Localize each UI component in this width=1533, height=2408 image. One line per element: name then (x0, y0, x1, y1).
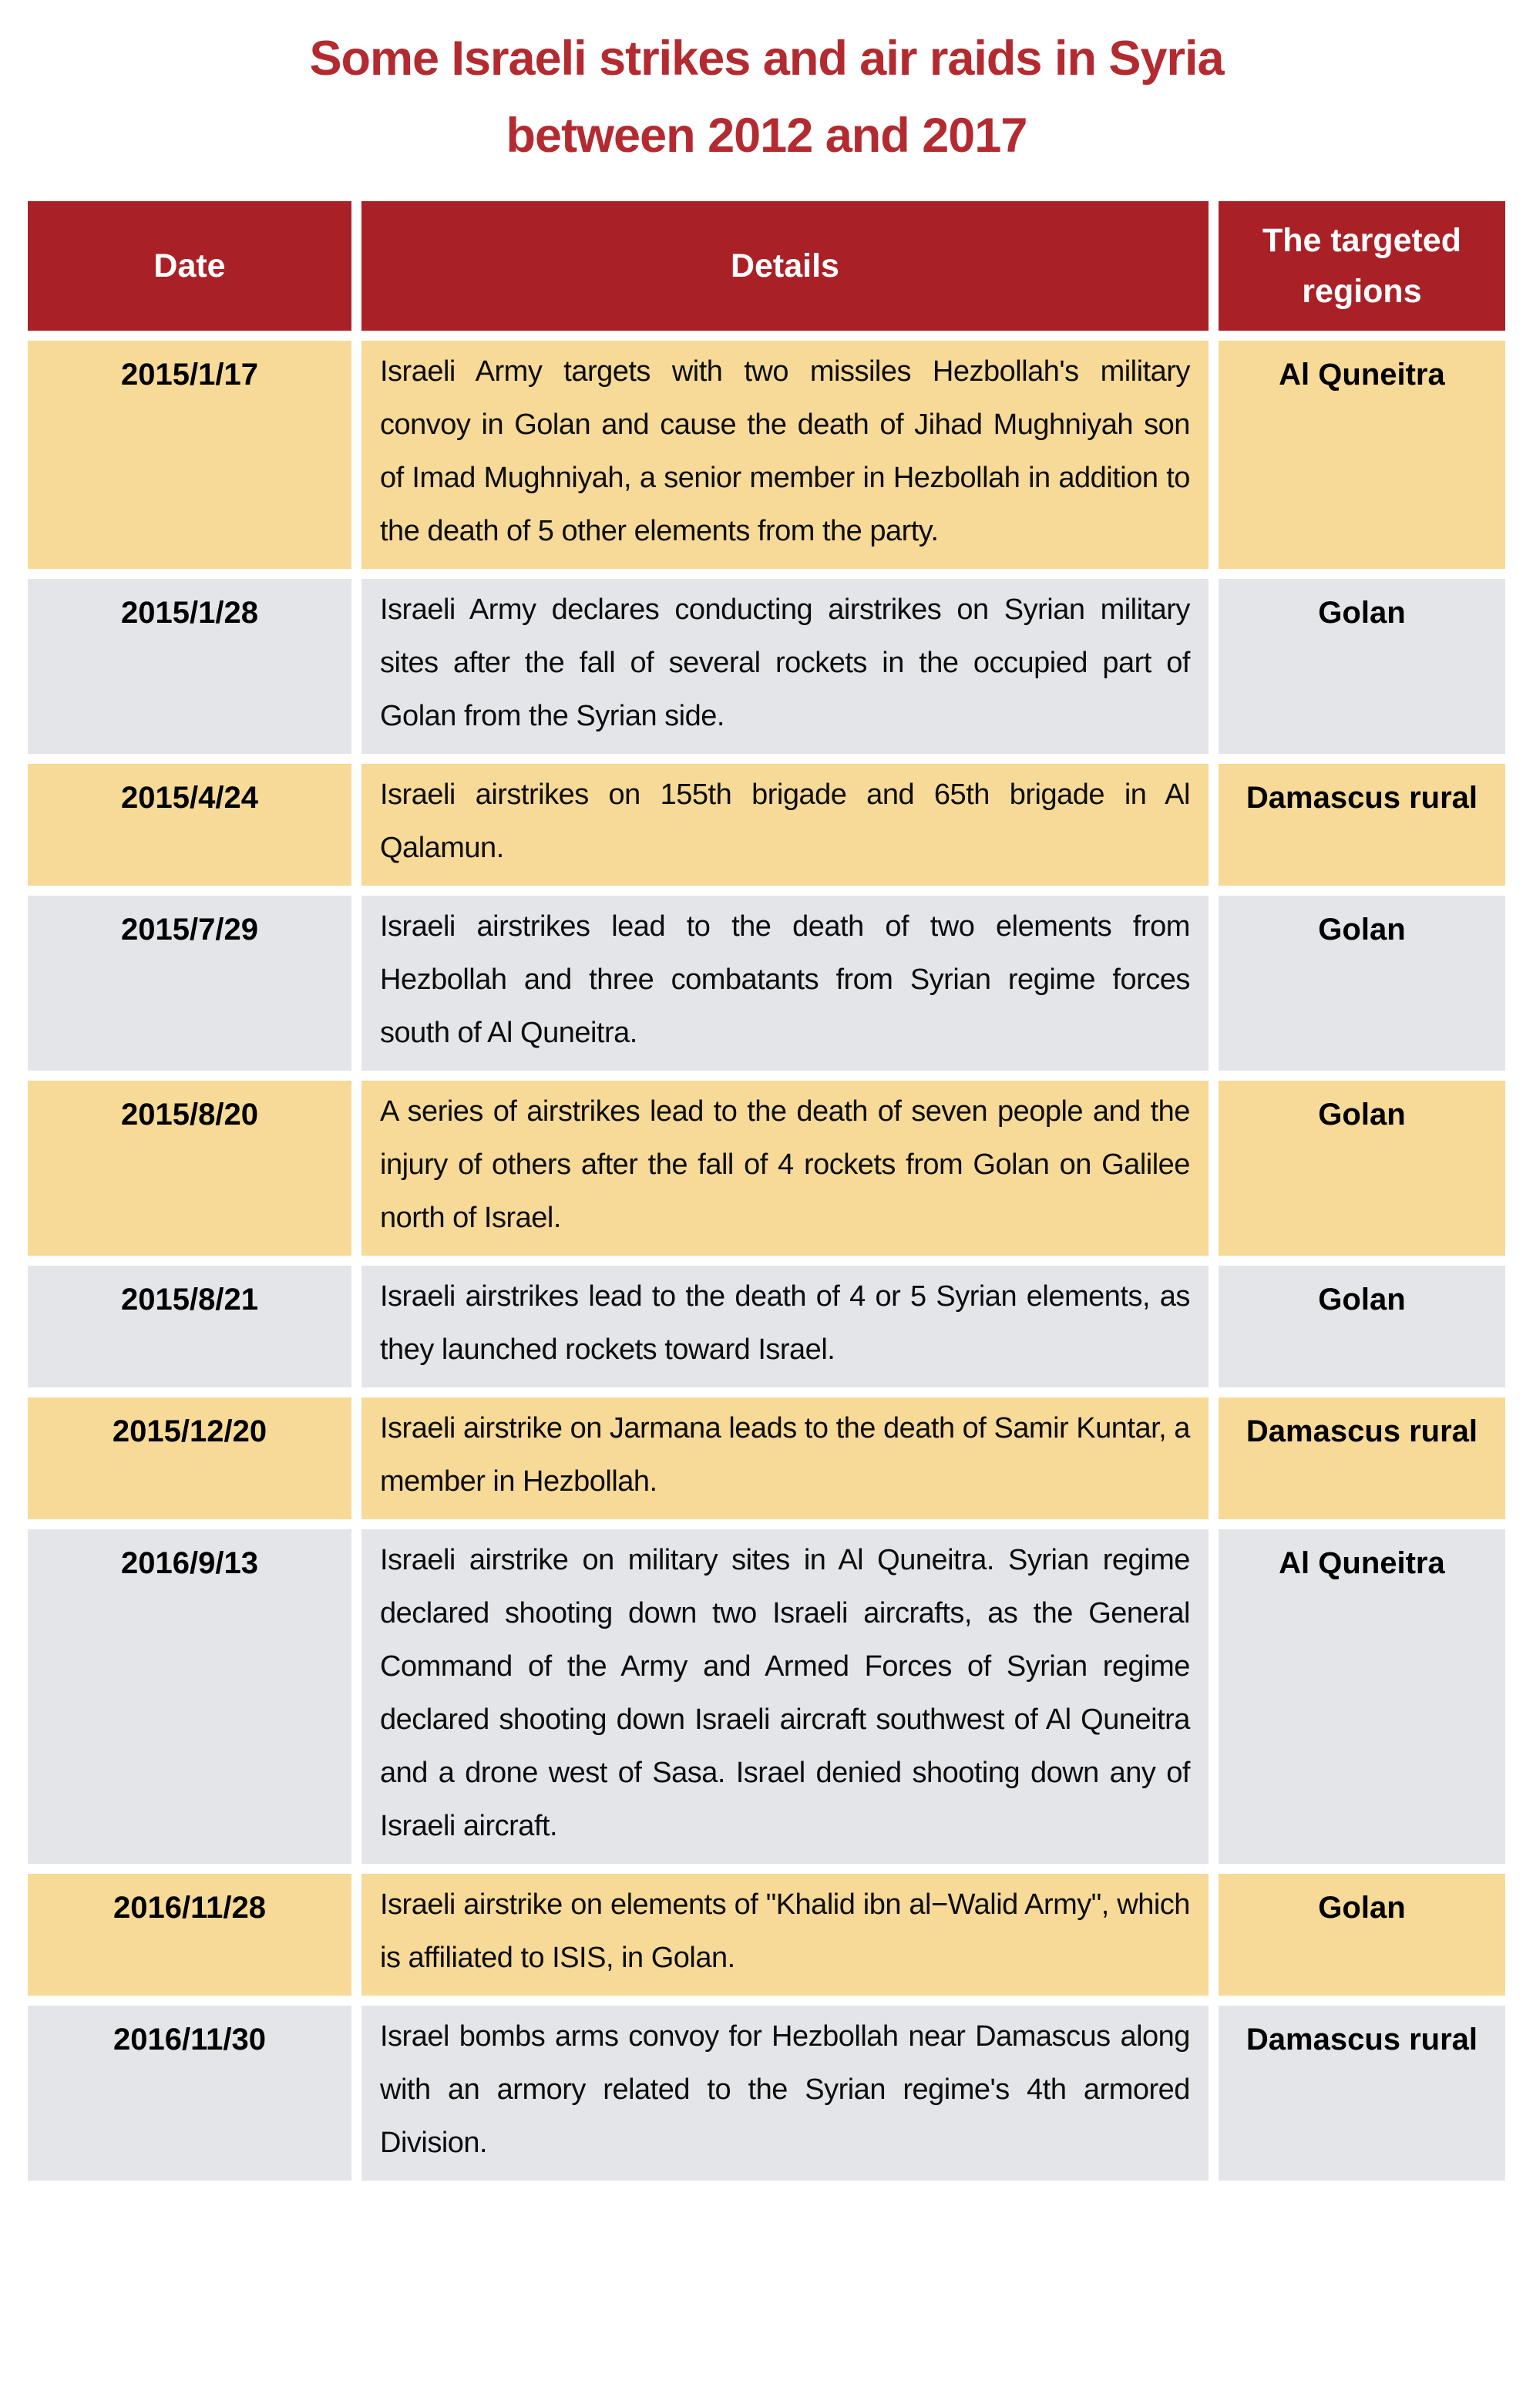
details-cell: Israeli airstrikes on 155th brigade and 65th brigade in Al Qalamun. (361, 764, 1209, 886)
table-header-row (28, 201, 1505, 331)
date-cell: 2016/11/30 (28, 2006, 351, 2181)
table-row (28, 1081, 1505, 1256)
region-cell: Golan (1219, 1266, 1505, 1387)
details-cell: Israeli airstrikes lead to the death of 4 or 5 Syrian elements, as they launched rockets toward Israel. (361, 1266, 1209, 1387)
page-title-line1: Some Israeli strikes and air raids in Syria (309, 32, 1224, 86)
date-cell: 2016/9/13 (28, 1529, 351, 1864)
date-cell: 2015/7/29 (28, 896, 351, 1071)
date-cell: 2015/8/21 (28, 1266, 351, 1387)
date-cell: 2015/1/17 (28, 341, 351, 569)
details-cell: Israel bombs arms convoy for Hezbollah near Damascus along with an armory related to the Syrian regime's 4th armored Division. (361, 2006, 1209, 2181)
region-cell: Golan (1219, 1874, 1505, 1996)
table-row (28, 1529, 1505, 1864)
region-cell: Golan (1219, 896, 1505, 1071)
details-cell: Israeli Army declares conducting airstrikes on Syrian military sites after the fall of several rockets in the occupied part of Golan from the Syrian side. (361, 579, 1209, 754)
table-row (28, 341, 1505, 569)
date-cell: 2016/11/28 (28, 1874, 351, 1996)
details-cell: Israeli Army targets with two missiles Hezbollah's military convoy in Golan and cause the death of Jihad Mughniyah son of Imad Mughniyah, a senior member in Hezbollah in addition to the death of 5 other elements from the party. (361, 341, 1209, 569)
details-cell: Israeli airstrikes lead to the death of two elements from Hezbollah and three combatants from Syrian regime forces south of Al Quneitra. (361, 896, 1209, 1071)
strikes-table (18, 191, 1515, 2191)
page-title-line2: between 2012 and 2017 (506, 109, 1027, 163)
column-header-targeted-regions: The targeted regions (1219, 201, 1505, 331)
region-cell: Damascus rural (1219, 1397, 1505, 1519)
region-cell: Golan (1219, 1081, 1505, 1256)
table-row (28, 896, 1505, 1071)
date-cell: 2015/12/20 (28, 1397, 351, 1519)
table-row (28, 579, 1505, 754)
table-row (28, 2006, 1505, 2181)
table-row (28, 1266, 1505, 1387)
details-cell: A series of airstrikes lead to the death of seven people and the injury of others after the fall of 4 rockets from Golan on Galilee north of Israel. (361, 1081, 1209, 1256)
table-row (28, 1874, 1505, 1996)
details-cell: Israeli airstrike on elements of "Khalid ibn al−Walid Army", which is affiliated to ISIS, in Golan. (361, 1874, 1209, 1996)
page-title (18, 20, 1515, 174)
table-row (28, 1397, 1505, 1519)
date-cell: 2015/4/24 (28, 764, 351, 886)
details-cell: Israeli airstrike on military sites in Al Quneitra. Syrian regime declared shooting down two Israeli aircrafts, as the General Command of the Army and Armed Forces of Syrian regime declared shooting down Israeli aircraft southwest of Al Quneitra and a drone west of Sasa. Israel denied shooting down any of Israeli aircraft. (361, 1529, 1209, 1864)
region-cell: Damascus rural (1219, 764, 1505, 886)
column-header-date: Date (28, 201, 351, 331)
table-row (28, 764, 1505, 886)
date-cell: 2015/1/28 (28, 579, 351, 754)
region-cell: Al Quneitra (1219, 1529, 1505, 1864)
details-cell: Israeli airstrike on Jarmana leads to the death of Samir Kuntar, a member in Hezbollah. (361, 1397, 1209, 1519)
column-header-details: Details (361, 201, 1209, 331)
region-cell: Golan (1219, 579, 1505, 754)
region-cell: Damascus rural (1219, 2006, 1505, 2181)
region-cell: Al Quneitra (1219, 341, 1505, 569)
date-cell: 2015/8/20 (28, 1081, 351, 1256)
